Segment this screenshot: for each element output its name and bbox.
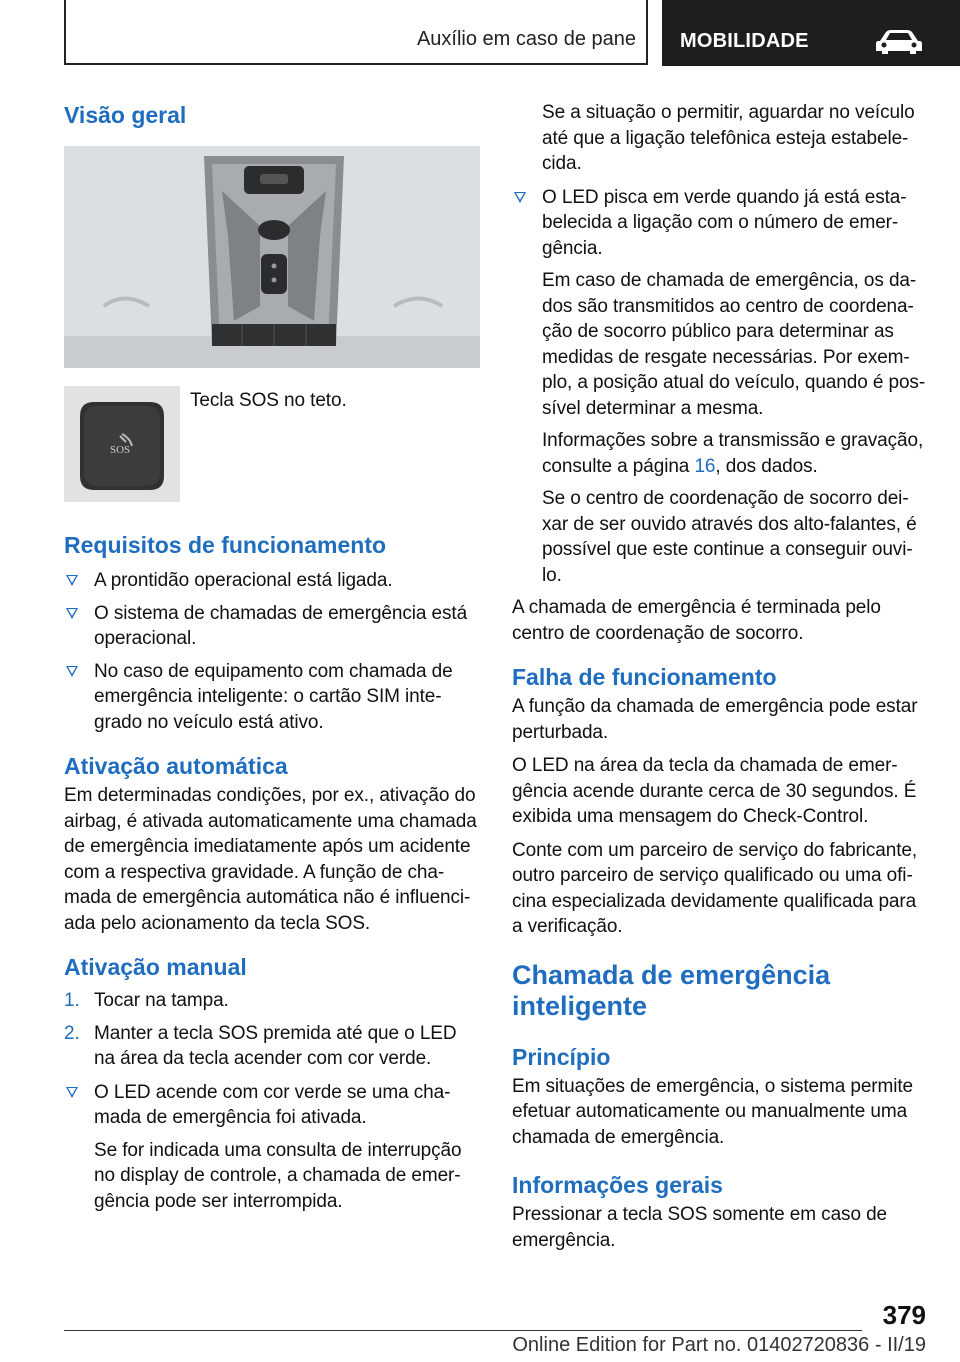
- list-item: [64, 601, 480, 652]
- auto-activation-text: Em determinadas condições, por ex., ativação do airbag, é ativada automaticamente uma chamada de emergência imediatamente após um acidente com a respectiva gravidade. A função de chamada de emergência automática não é influenciada pelo acionamento da tecla SOS.: [64, 785, 477, 934]
- info-reference-text-end: , dos dados.: [715, 455, 818, 477]
- requirements-list: [64, 568, 480, 735]
- chapter-tab[interactable]: [662, 0, 960, 66]
- general-info-heading: Informações gerais: [512, 1172, 723, 1198]
- call-end-text: A chamada de emergência é terminada pelo centro de coordenação de socorro.: [512, 597, 881, 644]
- sos-key-image: [64, 386, 180, 502]
- auto-activation-heading: Ativação automática: [64, 753, 288, 779]
- list-item-text: No caso de equipamento com chamada de emergência inteligente: o cartão SIM integrado no veículo está ativo.: [94, 660, 453, 733]
- principle-heading: Princípio: [512, 1043, 611, 1070]
- left-column: [64, 100, 480, 1214]
- chapter-label: MOBILIDADE: [680, 29, 809, 52]
- step-item: [64, 1021, 480, 1072]
- step-item: [64, 988, 480, 1014]
- header-rule-middle: [646, 0, 648, 64]
- header-rule-bottom: [64, 63, 648, 65]
- general-info-text: Pressionar a tecla SOS somente em caso de emergência.: [512, 1204, 888, 1251]
- overview-heading: Visão geral: [64, 102, 187, 128]
- note-paragraph: Se for indicada uma consulta de interrupção no display de controle, a chamada de emergência pode ser interrompida.: [94, 1139, 462, 1212]
- roof-console-illustration: [64, 146, 480, 368]
- step-number: 2.: [64, 1022, 80, 1044]
- step-number: 1.: [64, 990, 80, 1011]
- section-title: Auxílio em caso de pane: [416, 28, 636, 50]
- data-transmission-paragraph: Em caso de chamada de emergência, os dados são transmitidos ao centro de coordenação de socorro público para determinar as medidas de resgate necessárias. Por exemplo, a posição atual do veículo, quando é possível determinar a mesma.: [542, 270, 926, 419]
- car-icon: [874, 27, 924, 57]
- bullet-triangle-icon: [66, 1087, 78, 1098]
- principle-text: Em situações de emergência, o sistema permite efetuar automaticamente ou manualmente uma chamada de emergência.: [512, 1075, 914, 1148]
- step-text: Tocar na tampa.: [94, 990, 229, 1011]
- info-reference-paragraph: [512, 428, 928, 479]
- sos-key-text: SOS: [110, 444, 131, 456]
- manual-activation-heading: Ativação manual: [64, 954, 247, 980]
- header-rule-left: [64, 0, 66, 64]
- step-text: Manter a tecla SOS premida até que o LED na área da tecla acender com cor verde.: [94, 1022, 457, 1069]
- malfunction-text-3: Conte com um parceiro de serviço do fabricante, outro parceiro de serviço qualificado ou uma oficina especializada devidamente qualificada para a verificação.: [512, 839, 918, 937]
- list-item-text: A prontidão operacional está ligada.: [94, 570, 393, 591]
- list-item-text: O LED acende com cor verde se uma chamada de emergência foi ativada.: [94, 1081, 451, 1128]
- manual-steps-list: [64, 988, 480, 1214]
- right-column: [512, 100, 928, 1253]
- page-link[interactable]: 16: [694, 455, 716, 477]
- sos-key-caption: Tecla SOS no teto.: [190, 390, 347, 411]
- list-item-text: O sistema de chamadas de emergência está operacional.: [94, 602, 468, 649]
- bullet-triangle-icon: [66, 575, 78, 586]
- list-item: [512, 185, 928, 262]
- requirements-heading: Requisitos de funcionamento: [64, 532, 387, 558]
- edition-note: Online Edition for Part no. 01402720836 - II/19: [512, 1334, 926, 1356]
- footer-rule: [64, 1330, 862, 1331]
- bullet-triangle-icon: [66, 608, 78, 619]
- malfunction-text-1: A função da chamada de emergência pode estar perturbada.: [512, 696, 918, 743]
- malfunction-heading: Falha de funcionamento: [512, 664, 777, 690]
- list-item-text: O LED pisca em verde quando já está estabelecida a ligação com o número de emergência.: [542, 186, 907, 259]
- bullet-triangle-icon: [66, 666, 78, 677]
- list-item: [64, 1080, 480, 1131]
- info-reference-text: Informações sobre a transmissão e gravação, consulte a página: [542, 430, 924, 477]
- speaker-paragraph: Se o centro de coordenação de socorro deixar de ser ouvido através dos alto-falantes, é possível que este continue a conseguir ouvi-lo.: [542, 488, 917, 586]
- roof-console-image: [64, 146, 480, 368]
- list-item: [64, 568, 480, 594]
- bullet-triangle-icon: [514, 192, 526, 203]
- malfunction-text-2: O LED na área da tecla da chamada de emergência acende durante cerca de 30 segundos. É exibida uma mensagem do Check-Control.: [512, 755, 917, 827]
- smart-call-heading: Chamada de emergência inteligente: [512, 959, 831, 1021]
- list-item: [64, 659, 480, 736]
- page-number: 379: [882, 1300, 926, 1330]
- sos-key-figure: [64, 386, 480, 502]
- sos-key-illustration: [64, 386, 180, 502]
- continued-paragraph: Se a situação o permitir, aguardar no veículo até que a ligação telefônica esteja estabelecida.: [542, 102, 915, 174]
